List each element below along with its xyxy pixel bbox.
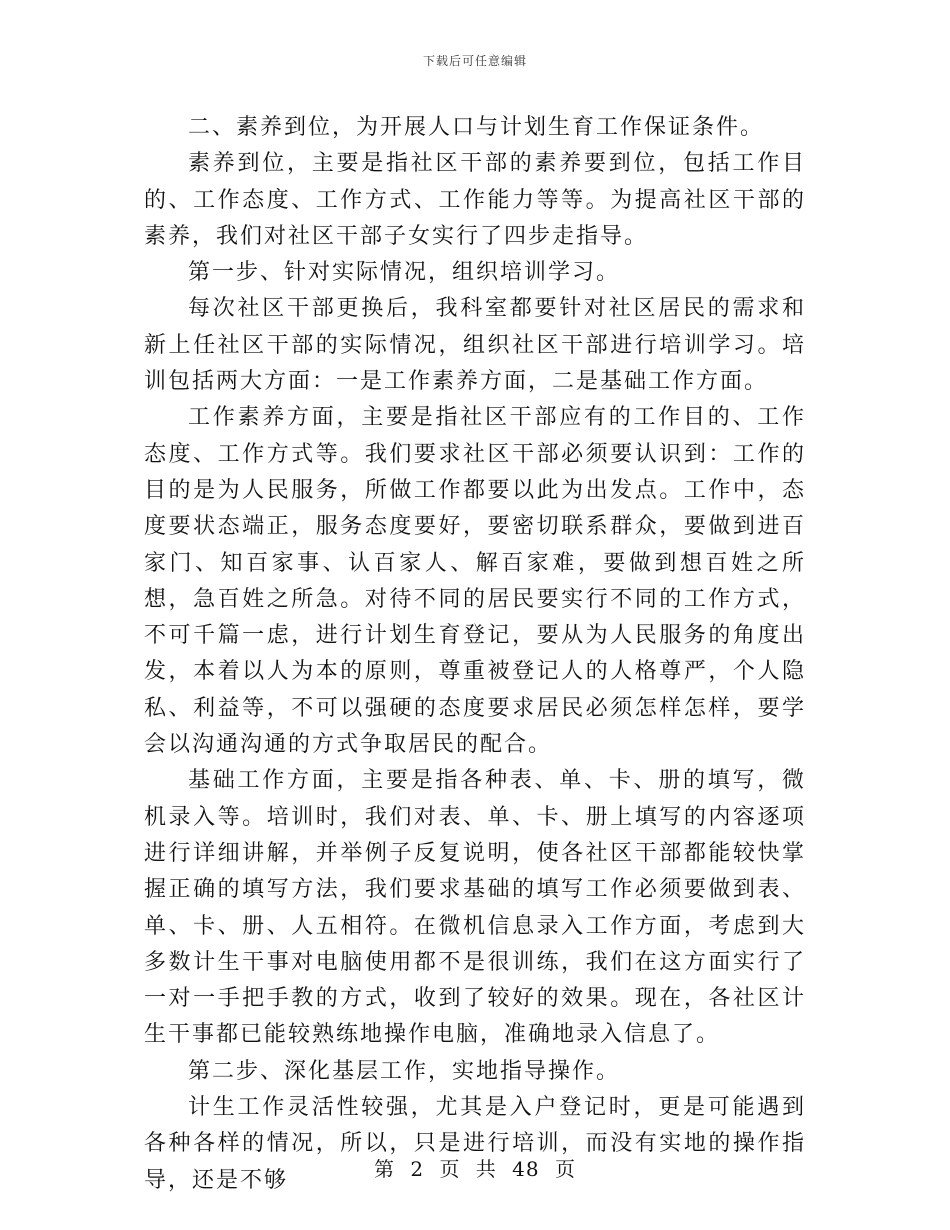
page-number: 第 2 页 共 48 页 (374, 1157, 576, 1181)
body-paragraph: 素养到位，主要是指社区干部的素养要到位，包括工作目的、工作态度、工作方式、工作能力等等。为提高社区干部的素养，我们对社区干部子女实行了四步走指导。 (144, 151, 806, 249)
step-heading: 第一步、针对实际情况，组织培训学习。 (188, 260, 621, 286)
step-heading: 第二步、深化基层工作，实地指导操作。 (188, 1058, 621, 1084)
body-paragraph: 工作素养方面，主要是指社区干部应有的工作目的、工作态度、工作方式等。我们要求社区干部必须要认识到：工作的目的是为人民服务，所做工作都要以此为出发点。工作中，态度要状态端正，服务态度要好，要密切联系群众，要做到进百家门、知百家事、认百家人、解百家难，要做到想百姓之所想，急百姓之所急。对待不同的居民要实行不同的工作方式，不可千篇一虑，进行计划生育登记，要从为人民服务的角度出发，本着以人为本的原则，尊重被登记人的人格尊严，个人隐私、利益等，不可以强硬的态度要求居民必须怎样怎样，要学会以沟通沟通的方式争取居民的配合。 (144, 405, 806, 758)
document-body (144, 110, 806, 1199)
page-header-note: 下载后可任意编辑 (422, 54, 527, 68)
body-paragraph: 每次社区干部更换后，我科室都要针对社区居民的需求和新上任社区干部的实际情况，组织社区干部进行培训学习。培训包括两大方面：一是工作素养方面，二是基础工作方面。 (144, 296, 806, 395)
body-paragraph: 计生工作灵活性较强，尤其是入户登记时，更是可能遇到各种各样的情况，所以，只是进行培训，而没有实地的操作指导，还是不够 (144, 1095, 806, 1193)
section-heading: 二、素养到位，为开展人口与计划生育工作保证条件。 (188, 115, 765, 140)
body-paragraph: 基础工作方面，主要是指各种表、单、卡、册的填写，微机录入等。培训时，我们对表、单、卡、册上填写的内容逐项进行详细讲解，并举例子反复说明，使各社区干部都能较快掌握正确的填写方法，我们要求基础的填写工作必须要做到表、单、卡、册、人五相符。在微机信息录入工作方面，考虑到大多数计生干事对电脑使用都不是很训练，我们在这方面实行了一对一手把手教的方式，收到了较好的效果。现在，各社区计生干事都已能较熟练地操作电脑，准确地录入信息了。 (144, 768, 806, 1048)
